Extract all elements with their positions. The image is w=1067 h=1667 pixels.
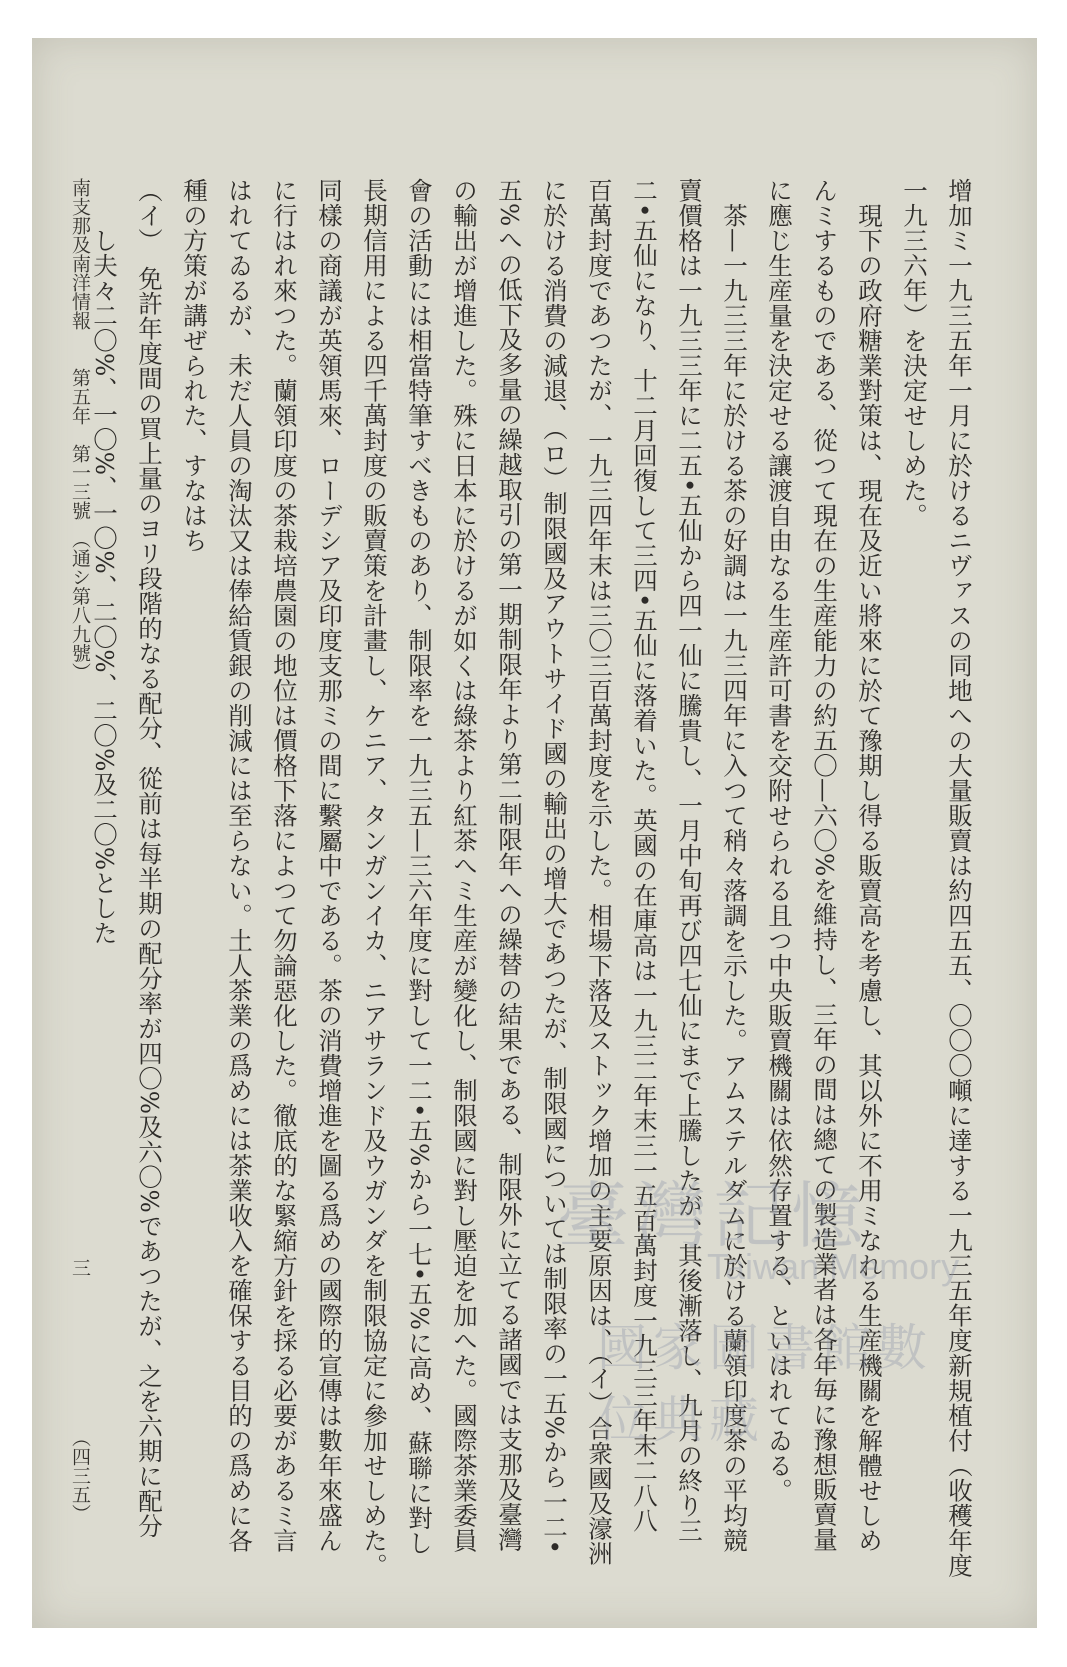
- watermark-subtitle: 國家圖書館數位典藏: [597, 1319, 933, 1449]
- page-footer: [62, 178, 132, 1598]
- page-number: 三: [69, 1258, 91, 1277]
- watermark-chinese: 臺灣記憶: [557, 1174, 870, 1258]
- journal-title: 南支那及南洋情報 第五年 第一三號 （通シ第八九號）: [69, 178, 91, 682]
- body-text: [90, 178, 982, 1578]
- scanned-page: [32, 38, 1037, 1628]
- paragraph-1: 增加ミ一九三五年一月に於けるニヴァスの同地への大量販賣は約四五五、〇〇〇噸に達する一九三五年度新規植付（收穫年度 一九三六年）を決定せしめた。: [900, 178, 974, 1578]
- watermark-english: Taiwan Memory: [707, 1246, 960, 1287]
- paragraph-2: 現下の政府糖業對策は、現在及近い將來に於て豫期し得る販賣高を考慮し、其以外に不用ミなれる生産機關を解體せしめ んミするものである、從つて現在の生産能力の約五〇—六〇%を維持し、三年の間は總ての製造業者は各年毎に豫想販賣量 に應じ生産量を決定せる讓渡自由なる生産許可書を交附せられる且つ中央販賣機關は依然存置する、といはれてゐる。: [765, 178, 884, 1553]
- paragraph-3: 茶—一九三三年に於ける茶の好調は一九三四年に入つて稍々落調を示した。アムステルダムに於ける蘭領印度茶の平均競 賣價格は一九三三年に二五•五仙から四一仙に騰貴し、一月中旬再び四七仙にまで上騰したが、其後漸落し、九月の終り三 二•五仙になり、十二月回復して三四•五仙に落着いた。英國の在庫高は一九三二年末三一五百萬封度一九三三年末二八八 百萬封度であつたが、一九三四年末は三〇三百萬封度を示した。相場下落及ストック增加の主要原因は、（イ）合衆國及濠洲 に於ける消費の減退、（ロ）制限國及アウトサイド國の輸出の增大であつたが、制限國については制限率の一五%から一二• 五%への低下及多量の繰越取引の第一期制限年より第二制限年への繰替の結果である、制限外に立てる諸國では支那及臺灣 の輸出が增進した。殊に日本に於けるが如くは綠茶より紅茶へミ生産が變化し、制限國に對し壓迫を加へた。國際茶業委員 會の活動には相當特筆すべきものあり、制限率を一九三五—三六年度に對して一二•五%から一七•五%に高め、蘇聯に對し 長期信用による四千萬封度の販賣策を計畫し、ケニア、タンガンイカ、ニアサランド及ウガンダを制限協定に參加せしめた。 同樣の商議が英領馬來、ローデシア及印度支那ミの間に繫屬中である。茶の消費增進を圖る爲めの國際的宣傳は數年來盛ん に行はれ來つた。蘭領印度の茶栽培農園の地位は價格下落によつて勿論惡化した。徹底的な緊縮方針を採る必要があるミ言 はれてゐるが、未だ人員の淘汰又は俸給賃銀の削減には至らない。土人茶業の爲めには茶業收入を確保する目的の爲めに各 種の方策が講ぜられた、すなはち: [180, 178, 749, 1578]
- page-number-total: （四三五）: [69, 1428, 91, 1523]
- paragraph-4: （イ） 免許年度間の買上量のヨリ段階的なる配分、從前は每半期の配分率が四〇%及六〇%であつたが、之を六期に配分 し夫々二〇%、一〇%、一〇%、二〇%、二〇%及二〇%とした: [90, 178, 164, 1539]
